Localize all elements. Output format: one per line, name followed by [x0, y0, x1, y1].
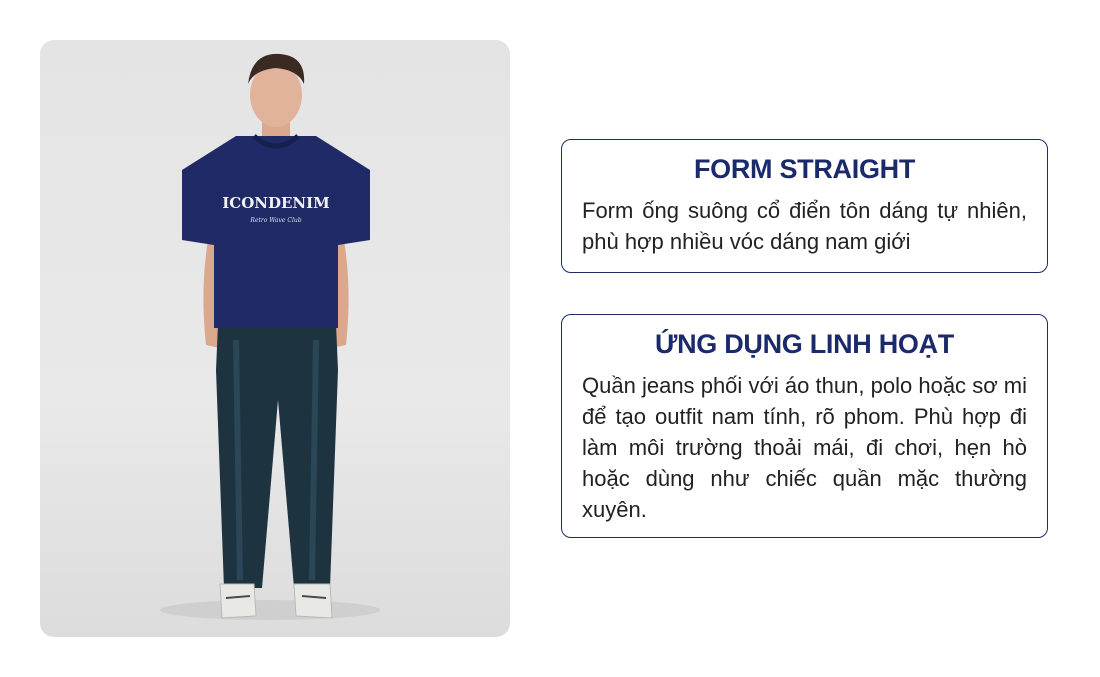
product-photo — [40, 40, 510, 637]
feature-card-title: FORM STRAIGHT — [693, 154, 916, 184]
feature-card-body: Form ống suông cổ điển tôn dáng tự nhiên, phù hợp nhiều vóc dáng nam giới — [582, 198, 1027, 254]
feature-card-form-straight — [561, 139, 1048, 273]
feature-card-body: Quần jeans phối với áo thun, polo hoặc sơ mi để tạo outfit nam tính, rõ phom. Phù hợp đi làm môi trường thoải mái, đi chơi, hẹn hò hoặc dùng như chiếc quần mặc thường xuyên. — [582, 373, 1027, 522]
floor-shadow — [160, 600, 380, 620]
feature-card-ung-dung — [561, 314, 1048, 538]
shoe-stripes — [226, 596, 326, 598]
right-shoe — [294, 584, 332, 618]
shirt-print-main: ICONDENIM — [222, 194, 330, 212]
model-illustration — [40, 40, 510, 637]
feature-card-title: ỨNG DỤNG LINH HOẠT — [655, 329, 954, 359]
left-shoe — [220, 584, 256, 618]
shirt-print-sub: Retro Wave Club — [250, 217, 302, 224]
